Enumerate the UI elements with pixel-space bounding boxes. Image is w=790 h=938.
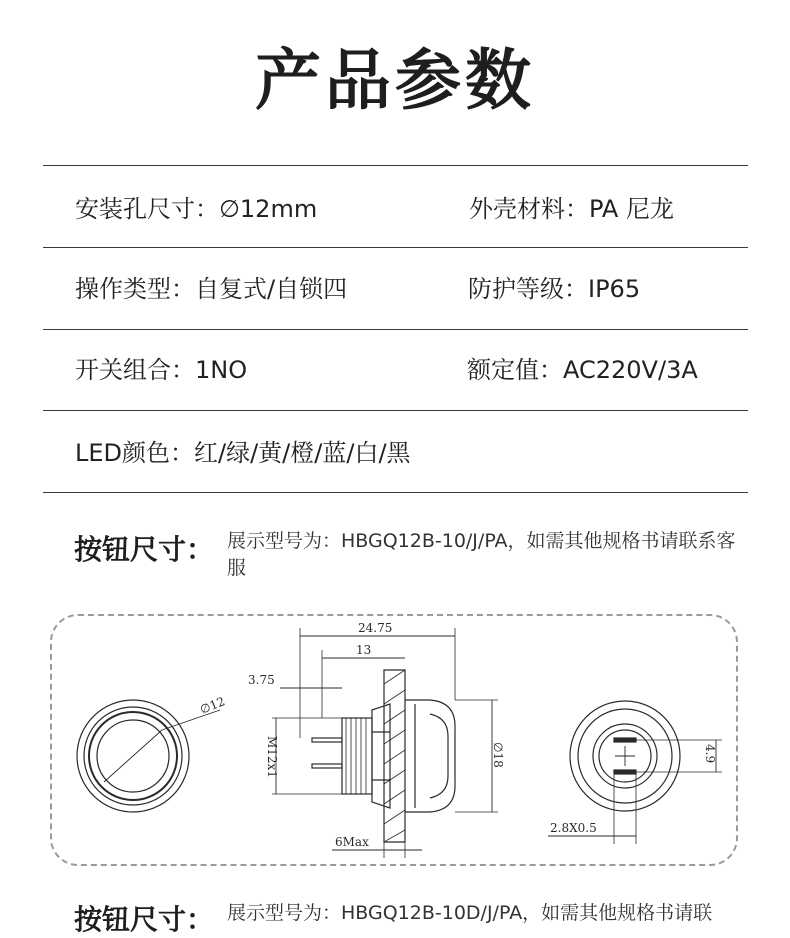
dim-terminal-width: 2.8X0.5: [550, 821, 597, 835]
divider: [43, 247, 748, 248]
divider: [43, 329, 748, 330]
dim-front-diameter: ∅12: [197, 694, 227, 717]
next-section: [0, 892, 790, 936]
next-section-description: 展示型号为：HBGQ12B-10D/J/PA，如需其他规格书请联: [227, 902, 713, 924]
page-title: 产品参数: [255, 42, 535, 119]
side-view: [272, 628, 498, 858]
front-view: [77, 700, 220, 812]
dim-overall-length: 24.75: [358, 621, 393, 635]
dim-terminal: 3.75: [248, 673, 275, 687]
spec-mounting-hole: 安装孔尺寸：∅12mm: [75, 195, 318, 223]
button-size-title: 按钮尺寸：: [74, 533, 215, 566]
spec-housing-material: 外壳材料：PA 尼龙: [469, 195, 674, 223]
spec-switch-combination: 开关组合：1NO: [75, 356, 248, 384]
spec-operation-type: 操作类型：自复式/自锁四: [75, 275, 348, 303]
dim-panel-max: 6Max: [335, 835, 369, 849]
dimension-drawing: [50, 614, 740, 869]
spec-protection-rating: 防护等级：IP65: [468, 275, 641, 303]
spec-led-color: LED颜色：红/绿/黄/橙/蓝/白/黑: [75, 439, 411, 467]
spec-rating: 额定值：AC220V/3A: [467, 356, 698, 384]
button-size-description: 展示型号为：HBGQ12B-10/J/PA，如需其他规格书请联系客服: [227, 530, 736, 579]
dim-body-length: 13: [356, 643, 372, 657]
divider: [43, 165, 748, 166]
dim-terminal-spacing: 4.9: [703, 744, 717, 764]
dim-head-diameter: ∅18: [491, 742, 505, 768]
dim-thread: M12x1: [265, 736, 279, 778]
divider: [43, 492, 748, 493]
divider: [43, 410, 748, 411]
next-section-title: 按钮尺寸：: [74, 903, 215, 936]
